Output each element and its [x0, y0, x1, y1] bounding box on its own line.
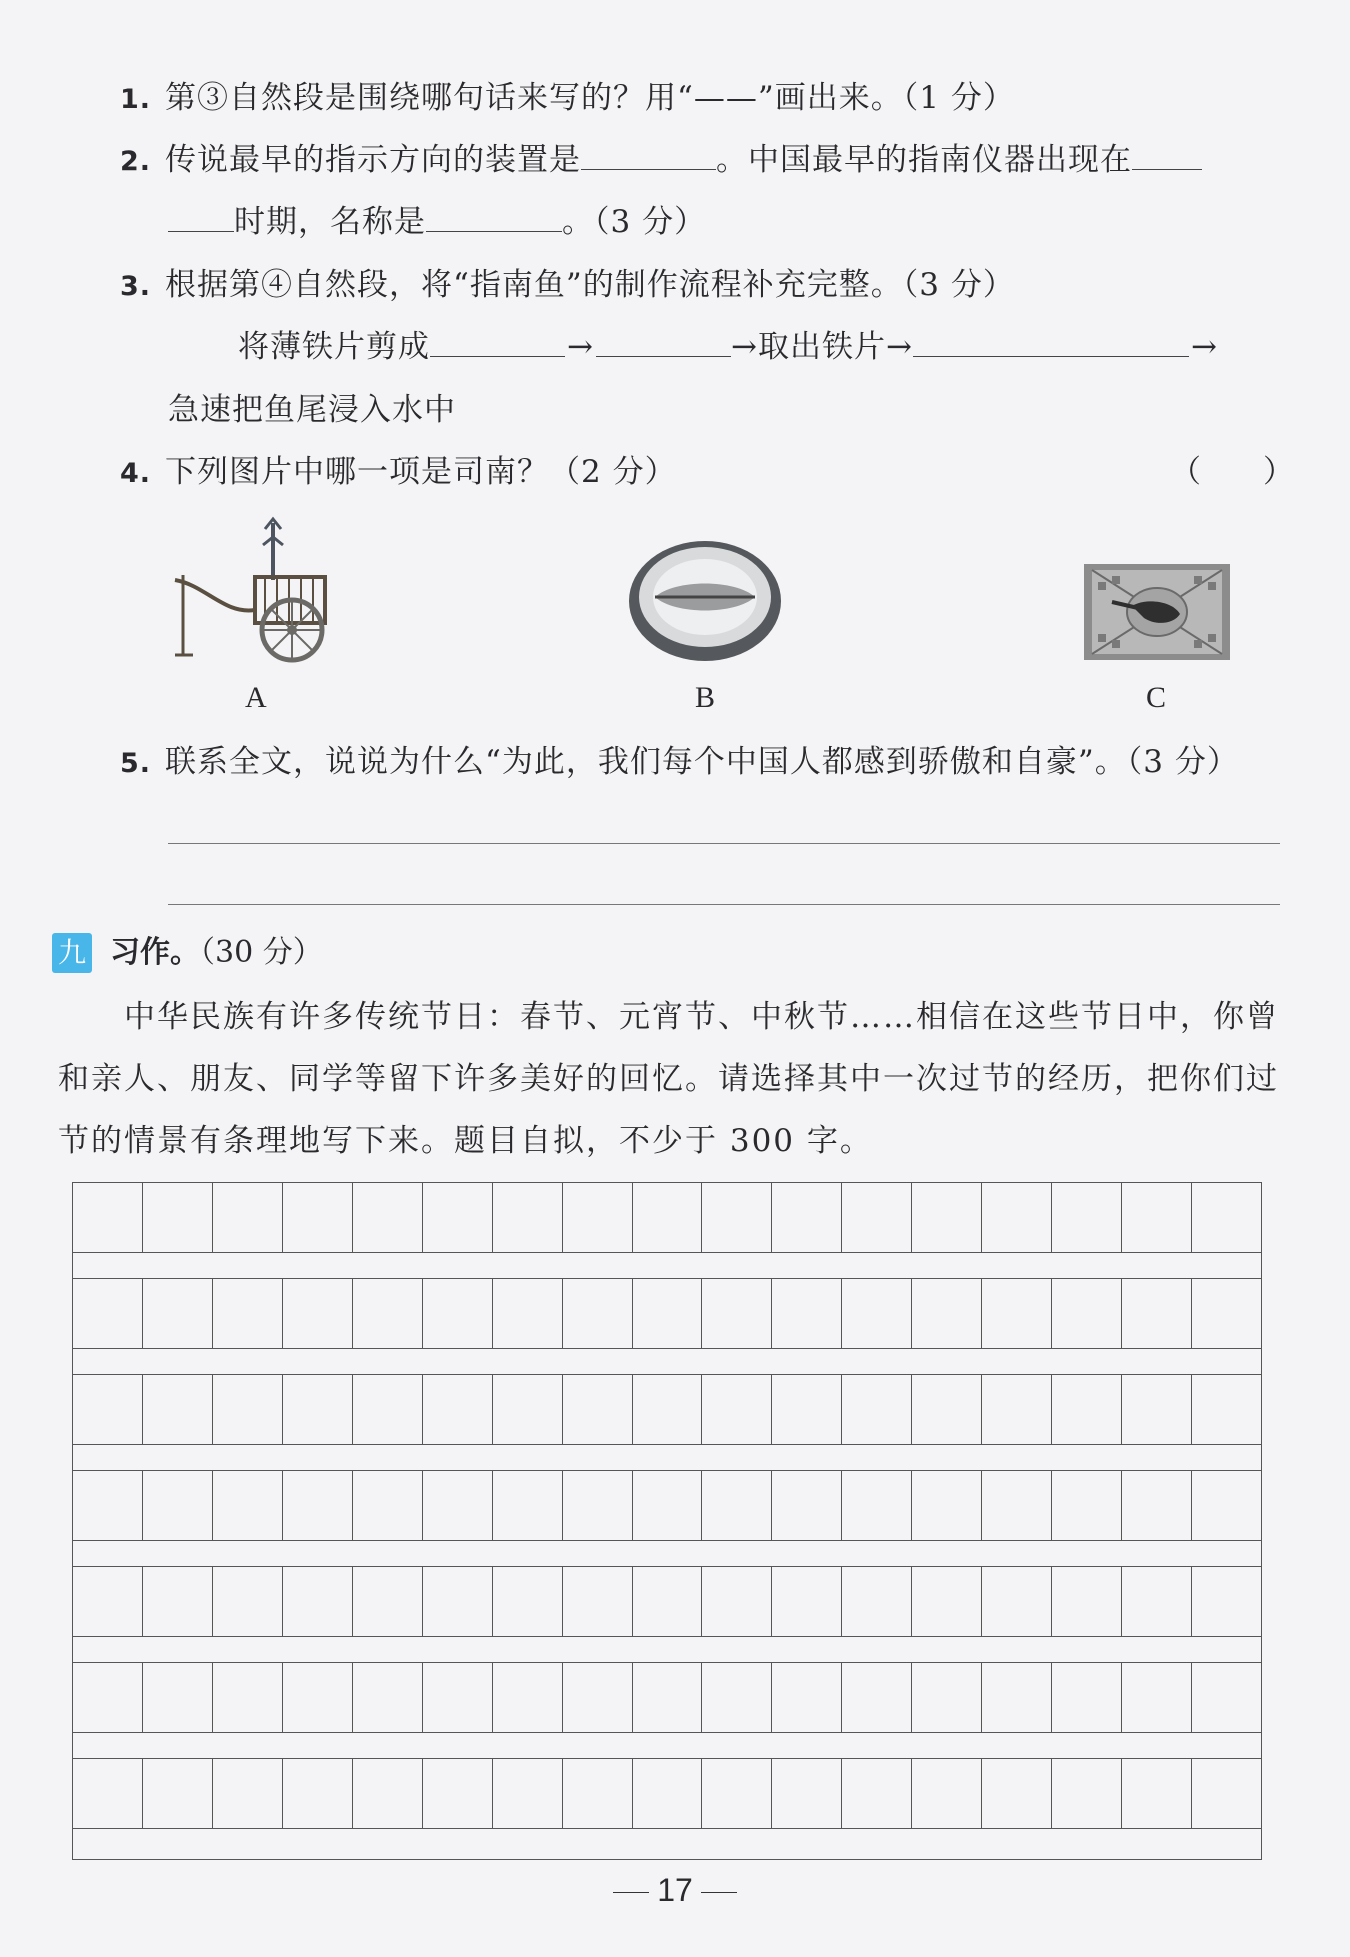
question-5 [120, 742, 1239, 784]
page-number-dash-right [701, 1892, 737, 1893]
flow-start: 将薄铁片剪成 [238, 329, 430, 365]
blank-flow-step3[interactable] [913, 328, 1189, 357]
question-2-part2: 。中国最早的指南仪器出现在 [716, 142, 1133, 178]
section-title [110, 933, 323, 973]
question-3 [120, 265, 1015, 307]
grid-cells [73, 1662, 1261, 1733]
question-2 [120, 140, 1202, 182]
page-number-value: 17 [657, 1872, 693, 1908]
grid-cells [73, 1566, 1261, 1637]
grid-cells [73, 1374, 1261, 1445]
option-b-label: B [695, 681, 716, 714]
question-1-number: 1. [120, 84, 152, 115]
question-5-number: 5. [120, 748, 152, 779]
question-2-line2 [168, 202, 706, 242]
option-b-bowl-image[interactable] [625, 535, 785, 665]
grid-cells [73, 1182, 1261, 1253]
option-c-label: C [1146, 681, 1167, 714]
answer-paren[interactable]: （ ） [1170, 454, 1294, 490]
flow-end [168, 390, 456, 430]
blank-flow-step2[interactable] [596, 328, 731, 357]
section-title-text: 习作。 [110, 935, 200, 970]
question-5-text: 联系全文，说说为什么“为此，我们每个中国人都感到骄傲和自豪”。（3 分） [165, 744, 1239, 780]
blank-earliest-device[interactable] [581, 141, 716, 170]
question-4-text: 下列图片中哪一项是司南？（2 分） [165, 454, 677, 490]
flow-arrow-1: → [567, 329, 594, 365]
question-3-text: 根据第④自然段，将“指南鱼”的制作流程补充完整。（3 分） [165, 267, 1015, 303]
page-number-dash-left [613, 1892, 649, 1893]
section-badge: 九 [52, 933, 92, 973]
option-a-chariot-image[interactable] [165, 515, 345, 670]
question-2-part4: 。（3 分） [562, 204, 707, 240]
grid-cells [73, 1758, 1261, 1829]
question-1-text: 第③自然段是围绕哪句话来写的？用“——”画出来。（1 分） [165, 80, 1015, 116]
blank-era[interactable] [168, 203, 234, 232]
question-4 [120, 452, 677, 494]
section-points: （30 分） [200, 935, 323, 970]
flow-end-text: 急速把鱼尾浸入水中 [168, 392, 456, 428]
question-4-number: 4. [120, 458, 152, 489]
question-2-part3: 时期，名称是 [234, 204, 426, 240]
question-2-number: 2. [120, 146, 152, 177]
page-number [0, 1870, 1350, 1910]
blank-era-start[interactable] [1132, 141, 1202, 170]
composition-prompt: 中华民族有许多传统节日：春节、元宵节、中秋节……相信在这些节日中，你曾和亲人、朋友、同学等留下许多美好的回忆。请选择其中一次过节的经历，把你们过节的情景有条理地写下来。题目自拟，不少于 300 字。 [58, 999, 1279, 1159]
flow-line [238, 327, 1220, 367]
blank-instrument-name[interactable] [426, 203, 562, 232]
writing-grid[interactable] [72, 1182, 1262, 1860]
answer-line-2[interactable] [168, 904, 1280, 905]
blank-flow-step1[interactable] [430, 328, 565, 357]
flow-mid: →取出铁片→ [730, 329, 913, 365]
option-c-sinan-image[interactable] [1082, 560, 1232, 665]
grid-cells [73, 1278, 1261, 1349]
answer-line-1[interactable] [168, 843, 1280, 844]
question-1 [120, 78, 1015, 120]
question-2-part1: 传说最早的指示方向的装置是 [165, 142, 582, 178]
grid-cells [73, 1470, 1261, 1541]
question-3-number: 3. [120, 271, 152, 302]
option-a-label: A [245, 681, 267, 714]
flow-arrow-2: → [1190, 329, 1218, 365]
